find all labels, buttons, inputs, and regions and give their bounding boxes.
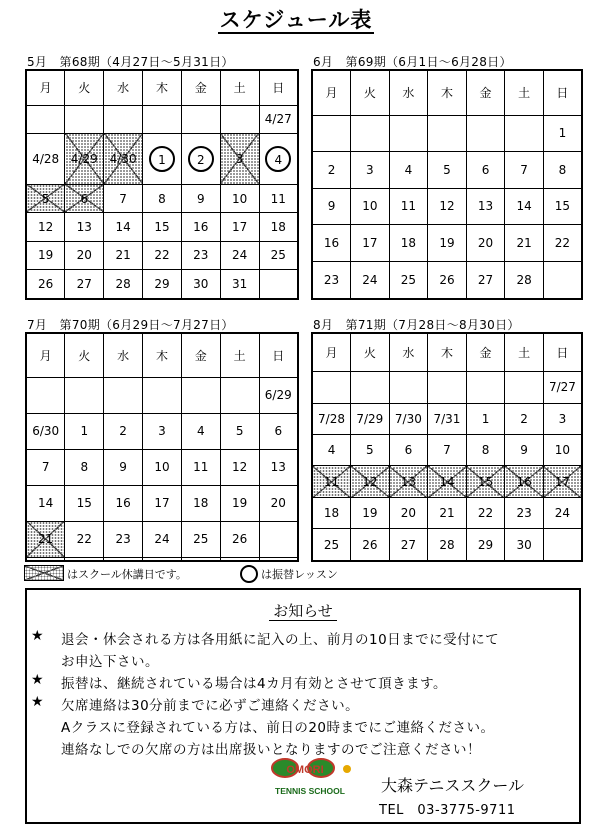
calendar-day: 1 xyxy=(466,403,505,434)
calendar-day: 24 xyxy=(543,497,582,528)
calendar-day: 12 xyxy=(220,449,259,485)
weekday-header: 月 xyxy=(312,70,351,115)
svg-text:OMORI: OMORI xyxy=(286,764,324,776)
calendar-day-holiday: 14 xyxy=(428,466,467,497)
calendar-day: 9 xyxy=(181,184,220,212)
calendar-day: 12 xyxy=(26,213,65,241)
holiday-legend-text: はスクール休講日です。 xyxy=(67,568,187,581)
calendar-day: 28 xyxy=(428,529,467,561)
calendar-day: 11 xyxy=(389,188,428,225)
calendar-week-row xyxy=(312,261,582,299)
calendar-day xyxy=(143,377,182,413)
calendar-day: 7 xyxy=(26,449,65,485)
makeup-day-circle: 2 xyxy=(188,146,214,172)
calendar-day-holiday: 13 xyxy=(389,466,428,497)
calendar-day xyxy=(26,105,65,133)
calendar-day-holiday: 16 xyxy=(505,466,544,497)
weekday-header: 日 xyxy=(543,333,582,372)
calendar-day: 1 xyxy=(543,115,582,152)
calendar-day: 15 xyxy=(143,213,182,241)
calendar-day xyxy=(26,557,65,561)
weekday-header: 金 xyxy=(181,70,220,105)
calendar-day xyxy=(181,105,220,133)
calendar-day: 23 xyxy=(181,241,220,269)
calendar-day-holiday: 17 xyxy=(543,466,582,497)
calendar-day-holiday: 12 xyxy=(351,466,390,497)
calendar-day-holiday: 4/29 xyxy=(65,133,104,184)
weekday-header: 水 xyxy=(104,70,143,105)
calendar-day xyxy=(65,105,104,133)
calendar-day: 30 xyxy=(505,529,544,561)
calendar-week-row xyxy=(26,377,298,413)
calendar-day: 25 xyxy=(389,261,428,299)
calendar-day: 8 xyxy=(143,184,182,212)
calendar-day: 31 xyxy=(220,270,259,299)
calendar-day: 11 xyxy=(181,449,220,485)
calendar-day xyxy=(505,372,544,403)
makeup-day-circle: 4 xyxy=(265,146,291,172)
month-header-june: 6月 第69期（6月1日～6月28日） xyxy=(313,55,512,69)
school-phone: TEL 03-3775-9711 xyxy=(379,803,516,818)
calendar-day: 15 xyxy=(543,188,582,225)
weekday-header: 火 xyxy=(65,70,104,105)
calendar-week-row xyxy=(26,270,298,299)
calendar-day: 27 xyxy=(65,270,104,299)
calendar-day: 5 xyxy=(428,152,467,189)
calendar-day: 7/29 xyxy=(351,403,390,434)
holiday-legend-swatch xyxy=(24,565,64,581)
calendar-week-row xyxy=(312,529,582,561)
calendar-day: 22 xyxy=(466,497,505,528)
calendar-day: 18 xyxy=(389,225,428,262)
calendar-week-row xyxy=(312,188,582,225)
calendar-day: 3 xyxy=(143,413,182,449)
calendar-day: 9 xyxy=(104,449,143,485)
calendar-day xyxy=(220,557,259,561)
calendar-day xyxy=(351,115,390,152)
calendar-day: 7 xyxy=(104,184,143,212)
calendar-day: 9 xyxy=(505,434,544,465)
notice-line-4: 欠席連絡は30分前までに必ずご連絡ください。 xyxy=(61,698,360,714)
calendar-day: 7/27 xyxy=(543,372,582,403)
calendar-day: 19 xyxy=(351,497,390,528)
calendar-week-row xyxy=(312,497,582,528)
calendar-day xyxy=(428,115,467,152)
calendar-day: 4/27 xyxy=(259,105,298,133)
calendar-day: 8 xyxy=(65,449,104,485)
calendar-week-row xyxy=(312,403,582,434)
notice-box xyxy=(25,588,581,824)
calendar-week-row xyxy=(26,133,298,184)
calendar-day: 10 xyxy=(543,434,582,465)
notice-line-3: 振替は、継続されている場合は4カ月有効とさせて頂きます。 xyxy=(61,676,448,692)
calendar-day xyxy=(389,115,428,152)
calendar-day: 28 xyxy=(505,261,544,299)
weekday-header: 火 xyxy=(351,70,390,115)
notice-line-2: お申込下さい。 xyxy=(61,654,159,670)
calendar-day xyxy=(104,557,143,561)
calendar-day: 23 xyxy=(104,521,143,557)
weekday-header-row xyxy=(312,70,582,115)
calendar-day xyxy=(259,557,298,561)
calendar-week-row xyxy=(26,213,298,241)
weekday-header: 月 xyxy=(26,70,65,105)
calendar-day: 10 xyxy=(351,188,390,225)
calendar-day: 18 xyxy=(312,497,351,528)
calendar-day xyxy=(143,133,182,184)
calendar-day: 16 xyxy=(181,213,220,241)
calendar-day: 26 xyxy=(220,521,259,557)
calendar-day-holiday: 15 xyxy=(466,466,505,497)
weekday-header: 金 xyxy=(181,333,220,377)
weekday-header: 火 xyxy=(351,333,390,372)
calendar-day: 30 xyxy=(181,270,220,299)
calendar-day: 11 xyxy=(259,184,298,212)
school-logo xyxy=(265,756,355,800)
calendar-day: 14 xyxy=(505,188,544,225)
calendar-day: 7/30 xyxy=(389,403,428,434)
calendar-day: 2 xyxy=(505,403,544,434)
calendar-day-holiday: 6 xyxy=(65,184,104,212)
calendar-day xyxy=(259,270,298,299)
calendar-day: 8 xyxy=(466,434,505,465)
calendar-day: 29 xyxy=(143,270,182,299)
calendar-day-holiday: 5 xyxy=(26,184,65,212)
weekday-header: 金 xyxy=(466,333,505,372)
month-header-may: 5月 第68期（4月27日～5月31日） xyxy=(27,55,234,69)
calendar-day xyxy=(220,105,259,133)
calendar-day: 6/29 xyxy=(259,377,298,413)
calendar-day: 23 xyxy=(505,497,544,528)
calendar-day xyxy=(466,372,505,403)
calendar-day: 27 xyxy=(466,261,505,299)
calendar-day: 25 xyxy=(259,241,298,269)
calendar-day xyxy=(505,115,544,152)
calendar-day: 26 xyxy=(351,529,390,561)
calendar-day: 16 xyxy=(104,485,143,521)
notice-line-1: 退会・休会される方は各用紙に記入の上、前月の10日までに受付にて xyxy=(61,632,500,648)
calendar-day xyxy=(104,105,143,133)
weekday-header: 土 xyxy=(505,70,544,115)
calendar-day-holiday: 4/30 xyxy=(104,133,143,184)
calendar-day xyxy=(65,377,104,413)
weekday-header: 日 xyxy=(259,333,298,377)
calendar-day: 6 xyxy=(389,434,428,465)
calendar-day: 24 xyxy=(351,261,390,299)
calendar-day: 17 xyxy=(220,213,259,241)
calendar-day: 29 xyxy=(466,529,505,561)
calendar-week-row xyxy=(26,105,298,133)
calendar-day: 26 xyxy=(428,261,467,299)
month-header-august: 8月 第71期（7月28日～8月30日） xyxy=(313,318,520,332)
calendar-june xyxy=(311,69,583,300)
calendar-day: 17 xyxy=(143,485,182,521)
calendar-day xyxy=(428,372,467,403)
calendar-day: 20 xyxy=(389,497,428,528)
weekday-header: 木 xyxy=(143,333,182,377)
weekday-header: 日 xyxy=(259,70,298,105)
weekday-header: 土 xyxy=(505,333,544,372)
calendar-day xyxy=(143,105,182,133)
calendar-day: 25 xyxy=(312,529,351,561)
calendar-day: 24 xyxy=(143,521,182,557)
weekday-header: 月 xyxy=(26,333,65,377)
calendar-august xyxy=(311,332,583,562)
calendar-day: 20 xyxy=(466,225,505,262)
calendar-day: 2 xyxy=(312,152,351,189)
notice-title: お知らせ xyxy=(27,600,579,621)
calendar-day: 12 xyxy=(428,188,467,225)
calendar-day: 20 xyxy=(259,485,298,521)
calendar-day-holiday: 21 xyxy=(26,521,65,557)
calendar-day xyxy=(543,529,582,561)
calendar-week-row xyxy=(312,372,582,403)
calendar-day xyxy=(389,372,428,403)
calendar-day xyxy=(143,557,182,561)
calendar-day: 17 xyxy=(351,225,390,262)
notice-line-6: 連絡なしでの欠席の方は出席扱いとなりますのでご注意ください！ xyxy=(61,742,481,758)
calendar-day: 7/31 xyxy=(428,403,467,434)
calendar-day: 5 xyxy=(351,434,390,465)
makeup-legend-text: は振替レッスン xyxy=(261,568,338,581)
calendar-day: 4/28 xyxy=(26,133,65,184)
weekday-header: 木 xyxy=(428,333,467,372)
star-icon: ★ xyxy=(31,672,44,688)
calendar-day: 22 xyxy=(543,225,582,262)
svg-text:TENNIS SCHOOL: TENNIS SCHOOL xyxy=(275,786,345,796)
weekday-header-row xyxy=(312,333,582,372)
weekday-header: 日 xyxy=(543,70,582,115)
calendar-day: 6/30 xyxy=(26,413,65,449)
calendar-day: 10 xyxy=(220,184,259,212)
calendar-day: 9 xyxy=(312,188,351,225)
calendar-week-row xyxy=(26,557,298,561)
calendar-day: 18 xyxy=(259,213,298,241)
calendar-day: 13 xyxy=(259,449,298,485)
calendar-day: 14 xyxy=(104,213,143,241)
calendar-day: 6 xyxy=(466,152,505,189)
calendar-day: 3 xyxy=(543,403,582,434)
weekday-header: 月 xyxy=(312,333,351,372)
calendar-day xyxy=(312,115,351,152)
calendar-day-holiday: 11 xyxy=(312,466,351,497)
calendar-day: 2 xyxy=(104,413,143,449)
calendar-day xyxy=(351,372,390,403)
notice-line-5: Aクラスに登録されている方は、前日の20時までにご連絡ください。 xyxy=(61,720,495,736)
calendar-day: 25 xyxy=(181,521,220,557)
calendar-day: 4 xyxy=(181,413,220,449)
calendar-week-row xyxy=(312,225,582,262)
calendar-day xyxy=(220,377,259,413)
weekday-header: 木 xyxy=(143,70,182,105)
page-title: スケジュール表 xyxy=(219,8,373,32)
calendar-day: 27 xyxy=(389,529,428,561)
calendar-day xyxy=(466,115,505,152)
calendar-day: 7 xyxy=(505,152,544,189)
calendar-day xyxy=(259,133,298,184)
calendar-day xyxy=(181,377,220,413)
calendar-week-row xyxy=(312,152,582,189)
calendar-day xyxy=(312,372,351,403)
month-header-july: 7月 第70期（6月29日～7月27日） xyxy=(27,318,234,332)
calendar-week-row xyxy=(26,413,298,449)
calendar-day: 21 xyxy=(428,497,467,528)
star-icon: ★ xyxy=(31,694,44,710)
calendar-day: 23 xyxy=(312,261,351,299)
calendar-day: 18 xyxy=(181,485,220,521)
calendar-day: 7/28 xyxy=(312,403,351,434)
weekday-header: 水 xyxy=(389,333,428,372)
calendar-day xyxy=(181,133,220,184)
weekday-header: 水 xyxy=(389,70,428,115)
calendar-day: 19 xyxy=(26,241,65,269)
calendar-day: 15 xyxy=(65,485,104,521)
calendar-week-row xyxy=(26,485,298,521)
calendar-day xyxy=(543,261,582,299)
calendar-day: 4 xyxy=(389,152,428,189)
calendar-day: 3 xyxy=(351,152,390,189)
star-icon: ★ xyxy=(31,628,44,644)
calendar-day: 28 xyxy=(104,270,143,299)
weekday-header: 木 xyxy=(428,70,467,115)
calendar-day xyxy=(26,377,65,413)
calendar-day: 26 xyxy=(26,270,65,299)
calendar-day xyxy=(181,557,220,561)
calendar-day: 21 xyxy=(505,225,544,262)
calendar-day: 7 xyxy=(428,434,467,465)
calendar-day: 6 xyxy=(259,413,298,449)
calendar-day: 19 xyxy=(428,225,467,262)
calendar-day: 21 xyxy=(104,241,143,269)
calendar-day: 4 xyxy=(312,434,351,465)
calendar-week-row xyxy=(312,115,582,152)
weekday-header: 土 xyxy=(220,70,259,105)
calendar-week-row xyxy=(26,184,298,212)
weekday-header-row xyxy=(26,70,298,105)
calendar-day: 13 xyxy=(466,188,505,225)
calendar-day: 22 xyxy=(143,241,182,269)
calendar-day: 14 xyxy=(26,485,65,521)
calendar-day: 10 xyxy=(143,449,182,485)
calendar-day xyxy=(65,557,104,561)
calendar-day-holiday: 3 xyxy=(220,133,259,184)
calendar-day: 22 xyxy=(65,521,104,557)
calendar-day: 16 xyxy=(312,225,351,262)
weekday-header: 火 xyxy=(65,333,104,377)
calendar-week-row xyxy=(26,241,298,269)
calendar-day: 24 xyxy=(220,241,259,269)
calendar-day: 8 xyxy=(543,152,582,189)
weekday-header: 水 xyxy=(104,333,143,377)
makeup-day-circle: 1 xyxy=(149,146,175,172)
calendar-week-row xyxy=(26,449,298,485)
calendar-day: 5 xyxy=(220,413,259,449)
weekday-header-row xyxy=(26,333,298,377)
calendar-day xyxy=(104,377,143,413)
makeup-legend-circle-icon xyxy=(240,565,258,583)
calendar-week-row xyxy=(26,521,298,557)
weekday-header: 土 xyxy=(220,333,259,377)
calendar-day: 13 xyxy=(65,213,104,241)
calendar-day: 1 xyxy=(65,413,104,449)
weekday-header: 金 xyxy=(466,70,505,115)
school-name: 大森テニススクール xyxy=(381,776,525,795)
calendar-may xyxy=(25,69,299,300)
calendar-week-row xyxy=(312,434,582,465)
calendar-day xyxy=(259,521,298,557)
calendar-week-row xyxy=(312,466,582,497)
calendar-day: 19 xyxy=(220,485,259,521)
calendar-july xyxy=(25,332,299,562)
calendar-day: 20 xyxy=(65,241,104,269)
